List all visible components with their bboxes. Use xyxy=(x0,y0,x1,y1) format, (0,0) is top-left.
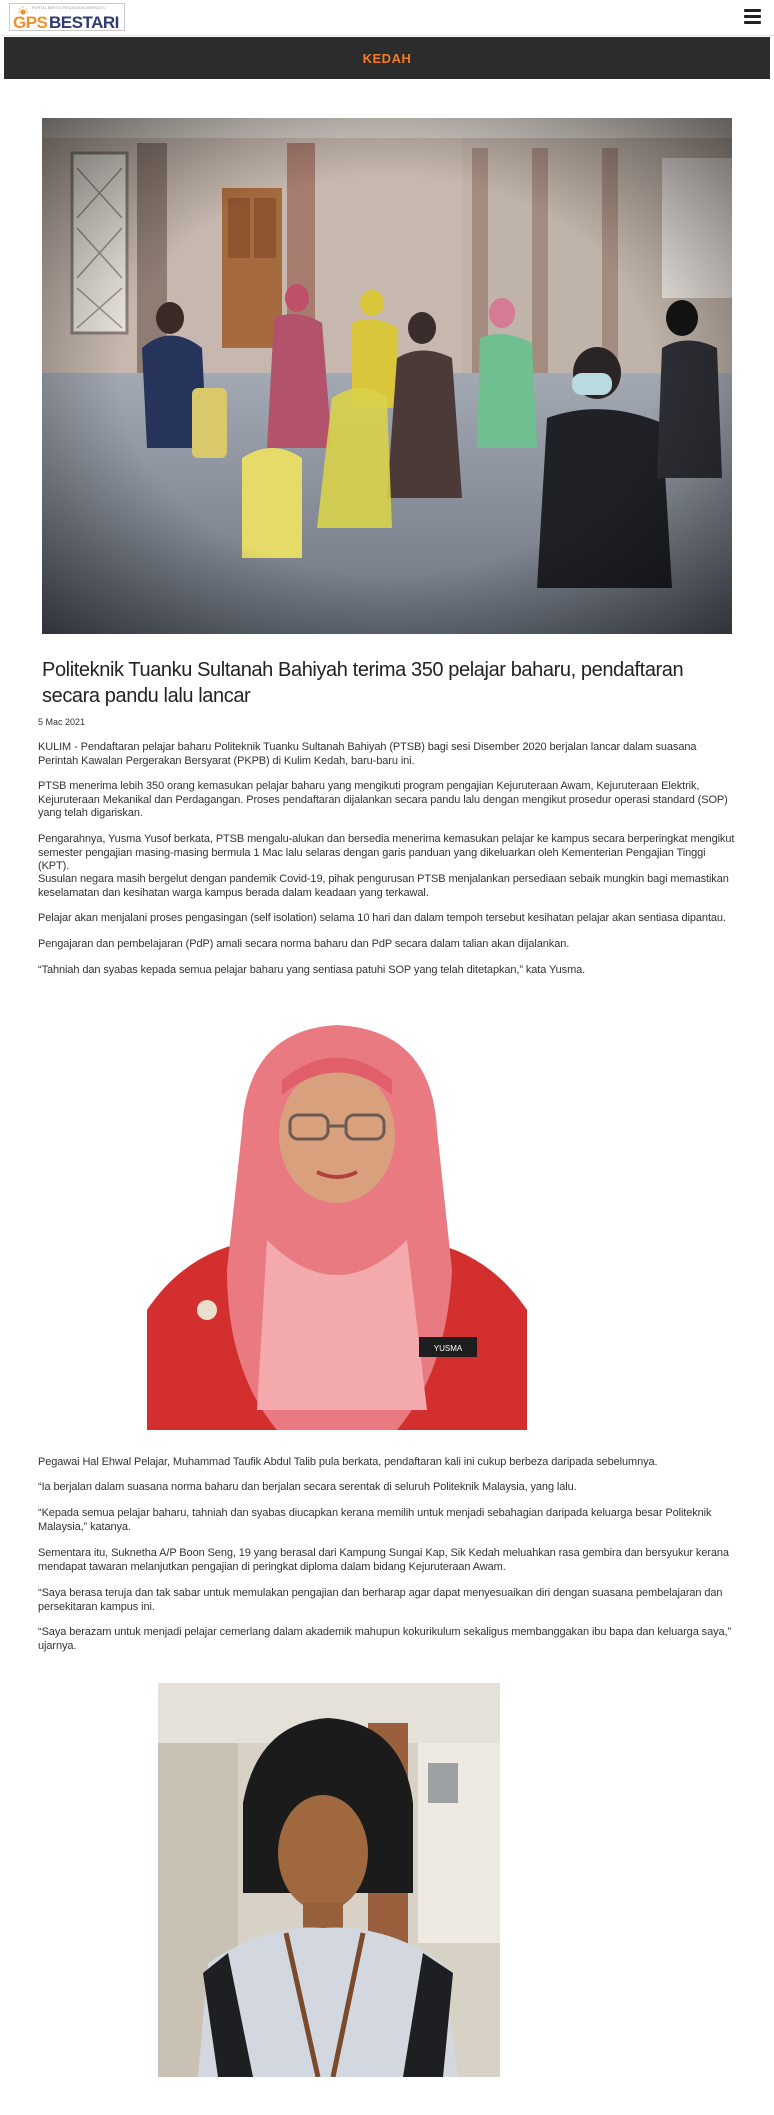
logo-gps-text: GPS xyxy=(13,13,48,32)
portrait-name-tag: YUSMA xyxy=(433,1344,463,1353)
article-paragraph: “Saya berazam untuk menjadi pelajar cemerlang dalam akademik mahupun kokurikulum sekaligus membanggakan ibu bapa dan keluarga saya,” ujarnya. xyxy=(38,1626,732,1652)
article-paragraph: “Saya berasa teruja dan tak sabar untuk memulakan pengajian dan berharap agar dapat menyesuaikan diri dengan suasana pembelajaran dan persekitaran kampus ini. xyxy=(38,1587,723,1613)
article-paragraph: Sementara itu, Suknetha A/P Boon Seng, 19 yang berasal dari Kampung Sungai Kap, Sik Kedah meluahkan rasa gembira dan bersyukur kerana mendapat tawaran melanjutkan pengajian di peringkat diploma dalam bidang Kejuruteraan Awam. xyxy=(38,1547,729,1573)
article-paragraph: KULIM - Pendaftaran pelajar baharu Politeknik Tuanku Sultanah Bahiyah (PTSB) bagi sesi Disember 2020 berjalan lancar dalam suasana Perintah Kawalan Pergerakan Bersyarat (PKPB) di Kulim Kedah, baru-baru ini. xyxy=(38,741,697,767)
article-paragraph: Pelajar akan menjalani proses pengasingan (self isolation) selama 10 hari dan dalam tempoh tersebut kesihatan pelajar akan sentiasa dipantau. xyxy=(38,912,726,924)
article-paragraph: “Ia berjalan dalam suasana norma baharu dan berjalan secara serentak di seluruh Politeknik Malaysia, yang lalu. xyxy=(38,1481,577,1493)
article-paragraph: “Kepada semua pelajar baharu, tahniah dan syabas diucapkan kerana memilih untuk menjadi sebahagian daripada keluarga besar Politeknik Malaysia,” katanya. xyxy=(38,1507,712,1533)
logo-tagline: PORTAL BERITA PENDIDIKAN BERMUTU xyxy=(32,6,106,10)
main-photo-group-students xyxy=(42,118,732,634)
article-paragraph: Pengarahnya, Yusma Yusof berkata, PTSB mengalu-alukan dan bersedia menerima kemasukan pelajar ke kampus secara berperingkat mengikut semester pengajian masing-masing bermula 1 Mac lalu selaras dengan garis panduan yang dikeluarkan oleh Kementerian Pengajian Tinggi (KPT). xyxy=(38,833,735,872)
hamburger-menu-icon[interactable] xyxy=(743,7,763,25)
article-paragraph: Susulan negara masih bergelut dengan pandemik Covid-19, pihak pengurusan PTSB menjalankan persediaan sebaik mungkin bagi memastikan keselamatan dan kesihatan warga kampus berada dalam keadaan yang terkawal. xyxy=(38,873,729,899)
article-paragraph: “Tahniah dan syabas kepada semua pelajar baharu yang sentiasa patuhi SOP yang telah ditetapkan,” kata Yusma. xyxy=(38,964,586,976)
portrait-photo-director xyxy=(147,1010,527,1430)
logo-bestari-text: BESTARI xyxy=(49,13,119,32)
article-paragraph: Pengajaran dan pembelajaran (PdP) amali secara norma baharu dan PdP secara dalam talian akan dijalankan. xyxy=(38,938,570,950)
category-banner xyxy=(4,37,770,79)
student-photo xyxy=(158,1683,500,2077)
article-paragraph: Pegawai Hal Ehwal Pelajar, Muhammad Taufik Abdul Talib pula berkata, pendaftaran kali ini cukup berbeza daripada sebelumnya. xyxy=(38,1456,658,1468)
top-navbar xyxy=(0,0,774,36)
article-paragraph: PTSB menerima lebih 350 orang kemasukan pelajar baharu yang mengikuti program pengajian Kejuruteraan Awam, Kejuruteraan Elektrik, Kejuruteraan Mekanikal dan Perdagangan. Proses pendaftaran dijalankan secara pandu lalu dengan mengikut prosedur operasi standard (SOP) yang telah digariskan. xyxy=(38,780,728,819)
article-title: Politeknik Tuanku Sultanah Bahiyah terima 350 pelajar baharu, pendaftaran secara pandu lalu lancar xyxy=(42,659,684,707)
category-label[interactable]: KEDAH xyxy=(362,51,412,66)
article-date: 5 Mac 2021 xyxy=(38,717,86,727)
site-logo[interactable] xyxy=(9,3,125,31)
